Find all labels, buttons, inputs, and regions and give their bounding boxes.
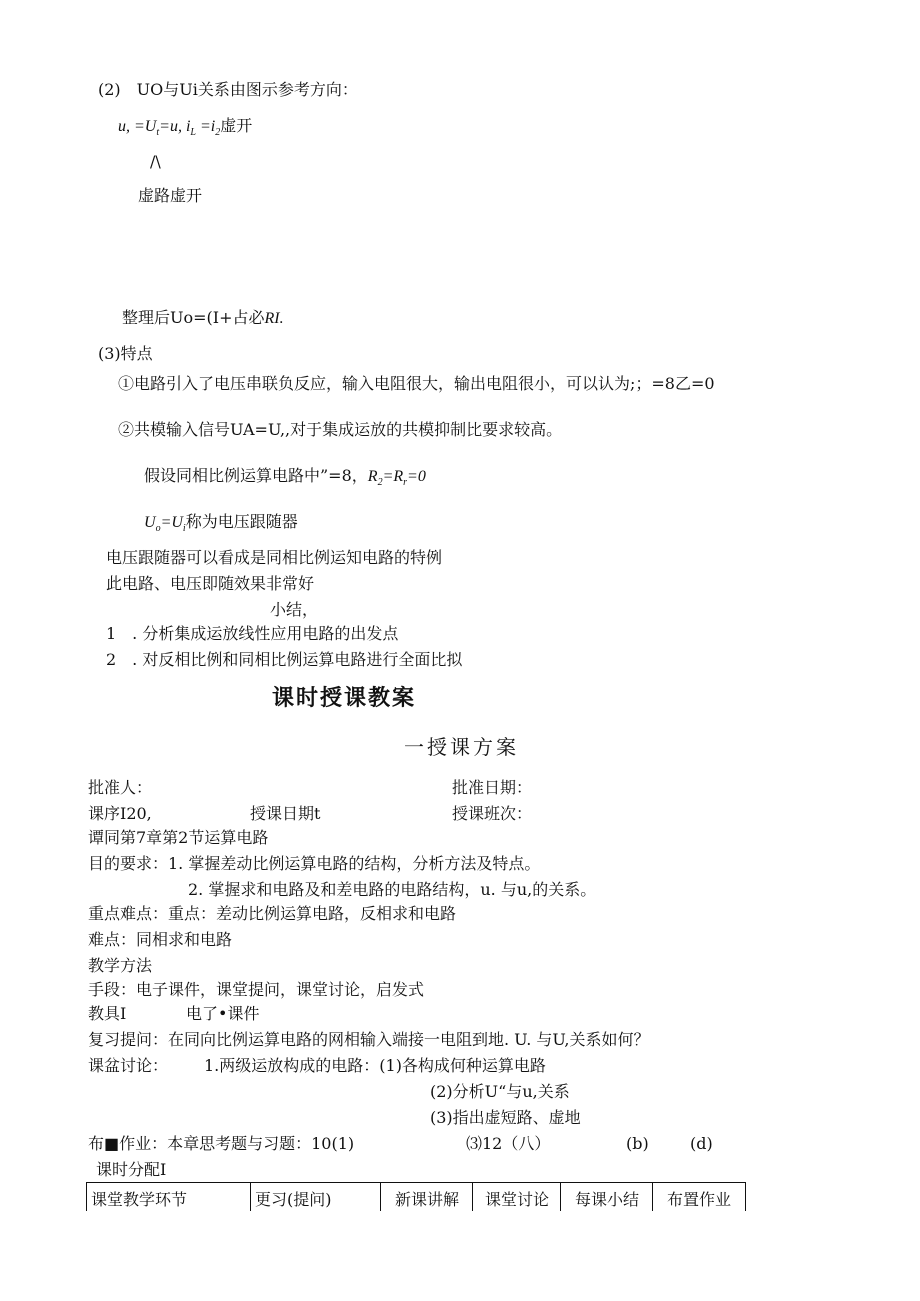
table-header-cell: 课堂教学环节 xyxy=(86,1182,251,1211)
goal-line-2: 2. 掌握求和电路及和差电路的电路结构，u. 与u,的关系。 xyxy=(188,880,597,899)
homework-label: 布■作业：本章思考题与习题：10(1) xyxy=(88,1134,355,1153)
item-3-heading: (3)特点 xyxy=(98,344,153,363)
virtual-open-label: 虚路虚开 xyxy=(138,186,203,205)
voltage-follower-line: $U_o=U_i$称为电压跟随器 xyxy=(144,512,298,535)
table-header-cell: 更习(提问) xyxy=(250,1182,381,1211)
rearranged-formula: 整理后Uo=(I+占必RI. xyxy=(122,308,284,327)
table-header-cell: 布置作业 xyxy=(652,1182,746,1211)
lesson-topic: 谭同第7章第2节运算电路 xyxy=(88,828,269,847)
table-header-cell: 新课讲解 xyxy=(380,1182,473,1211)
approver-label: 批准人： xyxy=(88,778,153,797)
summary-item-2: 2 . 对反相比例和同相比例运算电路进行全面比拟 xyxy=(106,650,463,669)
class-number-label: 授课班次： xyxy=(452,804,533,823)
lesson-number: 课序I20, xyxy=(88,804,152,823)
approve-date-label: 批准日期： xyxy=(452,778,533,797)
difficult-points: 难点：同相求和电路 xyxy=(88,930,233,949)
diagram-fragment: /\ xyxy=(150,152,161,171)
teaching-method: 教学方法 xyxy=(88,956,153,975)
discussion-item-2: (2)分析U“与u,关系 xyxy=(430,1082,570,1101)
key-points: 重点难点：重点：差动比例运算电路，反相求和电路 xyxy=(88,904,457,923)
table-header-cell: 每课小结 xyxy=(560,1182,653,1211)
summary-heading: 小结， xyxy=(270,600,319,619)
assumption-line: 假设同相比例运算电路中”=8，$R_2=R_r=0$ xyxy=(144,466,426,489)
summary-item-1: 1 . 分析集成运放线性应用电路的出发点 xyxy=(106,624,399,643)
homework-item-d: (d) xyxy=(690,1134,713,1153)
page-title: 课时授课教案 xyxy=(272,685,417,711)
formula-ui-uo: u, $=U_t=u$, $i_L =i_2$虚开 xyxy=(118,116,253,139)
item-2-heading: (2) UO与Ui关系由图示参考方向： xyxy=(98,80,358,99)
teach-date-label: 授课日期t xyxy=(250,804,321,823)
goal-line-1: 目的要求：1. 掌握差动比例运算电路的结构，分析方法及特点。 xyxy=(88,854,541,873)
time-allocation-label: 课时分配I xyxy=(96,1160,167,1179)
feature-point-1: ①电路引入了电压串联负反应，输入电阻很大，输出电阻很小，可以认为;；=8乙=0 xyxy=(118,374,715,393)
table-header-cell: 课堂讨论 xyxy=(472,1182,561,1211)
follower-note-1: 电压跟随器可以看成是同相比例运知电路的特例 xyxy=(106,548,443,567)
homework-item-b: (b) xyxy=(626,1134,649,1153)
teaching-tools-value: 电了•课件 xyxy=(186,1004,260,1023)
page-subtitle: 一授课方案 xyxy=(404,735,519,759)
homework-item-a: ⑶12（八） xyxy=(466,1134,551,1153)
discussion-item-1: 1.两级运放构成的电路：(1)各构成何种运算电路 xyxy=(204,1056,546,1075)
review-question: 复习提问：在同向比例运算电路的网相输入端接一电阻到地. U. 与U,关系如何？ xyxy=(88,1030,650,1049)
discussion-item-3: (3)指出虚短路、虚地 xyxy=(430,1108,581,1127)
discussion-label: 课盆讨论： xyxy=(88,1056,169,1075)
teaching-means: 手段：电子课件，课堂提问，课堂讨论，启发式 xyxy=(88,980,425,999)
follower-note-2: 此电路、电压即随效果非常好 xyxy=(106,574,315,593)
feature-point-2: ②共模输入信号UA=U,,对于集成运放的共模抑制比要求较高。 xyxy=(118,420,563,439)
teaching-tools-label: 教具I xyxy=(88,1004,127,1023)
